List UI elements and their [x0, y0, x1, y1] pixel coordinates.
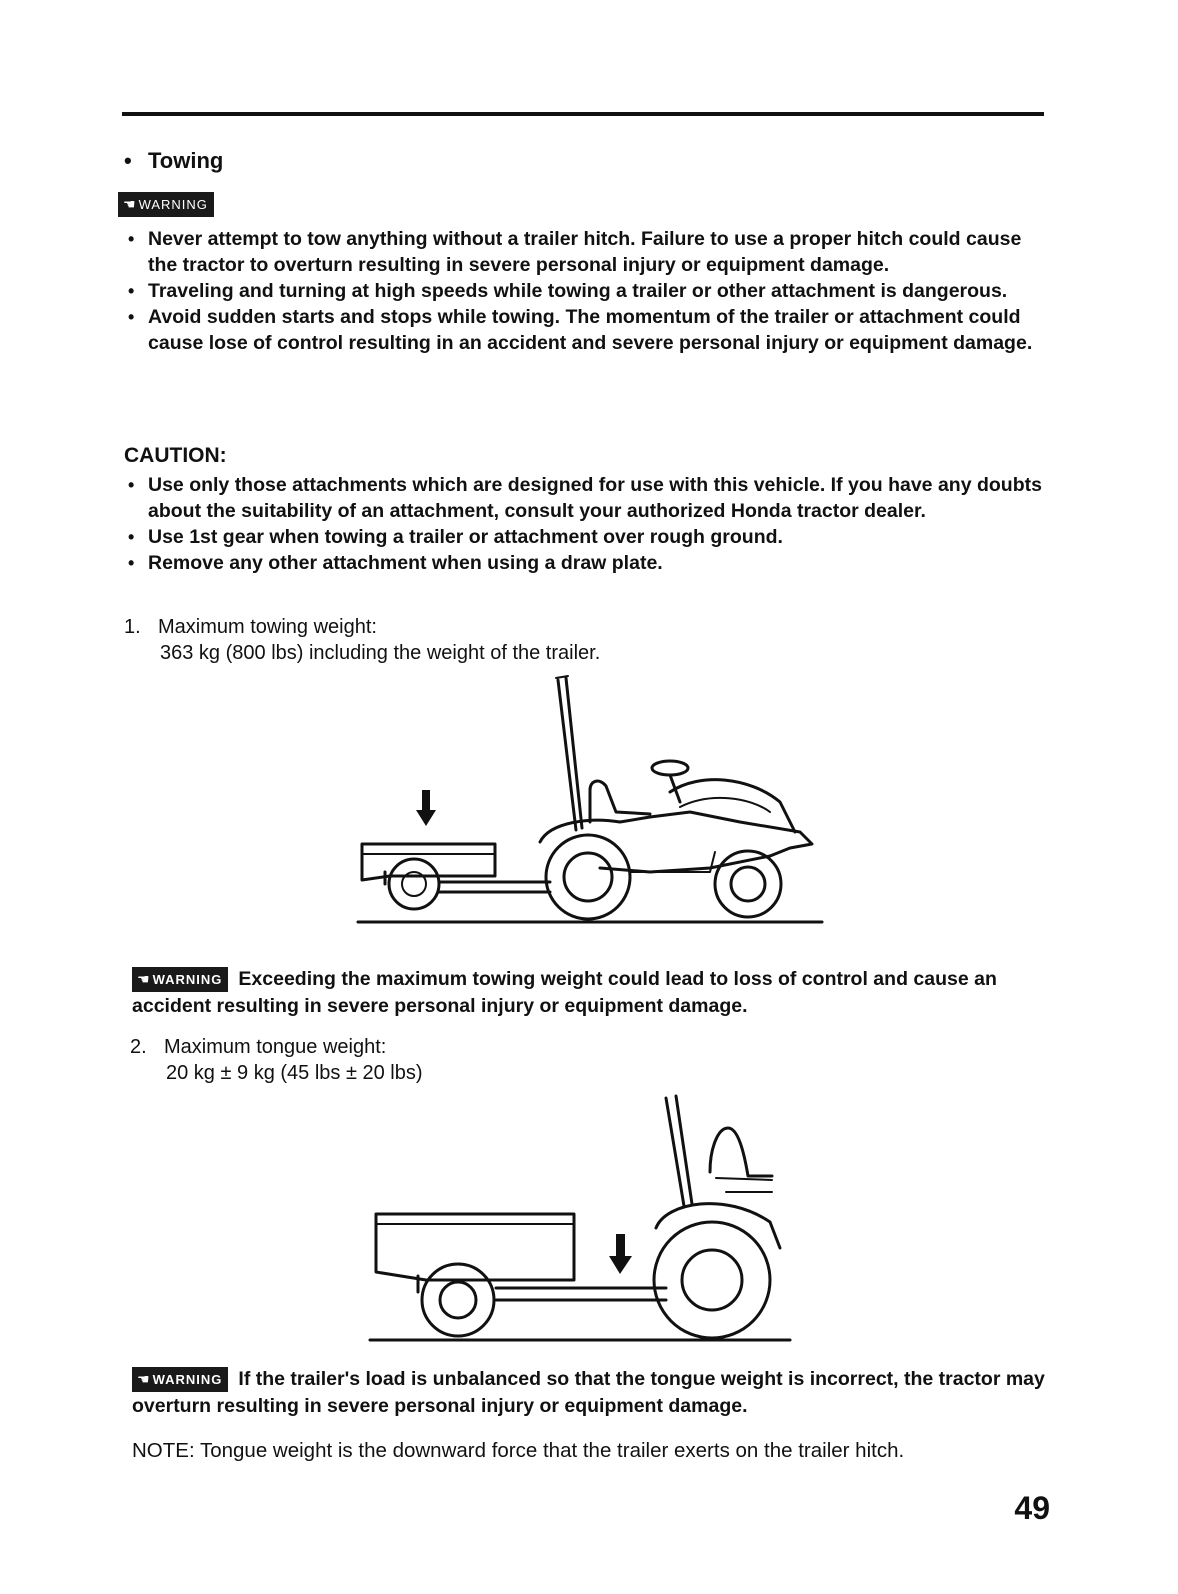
spec-max-towing-weight: [124, 614, 1044, 666]
warning-text: Exceeding the maximum towing weight could lead to loss of control and cause an accident resulting in severe personal injury or equipment damage.: [132, 968, 997, 1017]
tractor-towing-illustration: [350, 672, 840, 934]
section-title: Towing: [148, 148, 224, 173]
spec-number: 1.: [124, 616, 141, 638]
heading-bullet: •: [124, 148, 132, 173]
warning-towing-weight: [132, 966, 1046, 1020]
warning-list: [124, 226, 1044, 356]
warning-tongue-weight: [132, 1366, 1046, 1420]
caution-item: • Use only those attachments which are designed for use with this vehicle. If you have any doubts about the suitability of an attachment, consult your authorized Honda tractor dealer.: [124, 472, 1044, 524]
spec-title: Maximum tongue weight:: [164, 1036, 387, 1058]
warning-badge-label: WARNING: [138, 197, 208, 212]
warning-item: • Never attempt to tow anything without a trailer hitch. Failure to use a proper hitch could cause the tractor to overturn resulting in severe personal injury or equipment damage.: [124, 226, 1044, 278]
warning-item: • Avoid sudden starts and stops while towing. The momentum of the trailer or attachment could cause lose of control resulting in an accident and severe personal injury or equipment damage.: [124, 304, 1044, 356]
spec-title: Maximum towing weight:: [158, 616, 377, 638]
warning-item: • Traveling and turning at high speeds while towing a trailer or other attachment is dangerous.: [124, 278, 1044, 304]
warning-badge-label: WARNING: [152, 972, 223, 988]
caution-list: [124, 472, 1044, 576]
note-text: NOTE: Tongue weight is the downward force that the trailer exerts on the trailer hitch.: [132, 1439, 905, 1462]
tongue-weight-illustration: [366, 1092, 796, 1348]
warning-hand-icon: ☚: [123, 196, 137, 212]
warning-badge-label: WARNING: [152, 1372, 223, 1388]
warning-hand-icon: ☚: [137, 1371, 151, 1388]
warning-badge-1: [118, 192, 214, 217]
warning-hand-icon: ☚: [137, 971, 151, 988]
spec-number: 2.: [130, 1036, 147, 1058]
caution-label: CAUTION:: [124, 444, 227, 467]
spec-value: 363 kg (800 lbs) including the weight of the trailer.: [160, 642, 601, 664]
caution-item: • Remove any other attachment when using a draw plate.: [124, 550, 1044, 576]
caution-item: • Use 1st gear when towing a trailer or attachment over rough ground.: [124, 524, 1044, 550]
spec-value: 20 kg ± 9 kg (45 lbs ± 20 lbs): [166, 1062, 423, 1084]
top-rule: [122, 112, 1044, 116]
section-heading: [124, 148, 223, 174]
spec-max-tongue-weight: [130, 1034, 1050, 1086]
warning-text: If the trailer's load is unbalanced so that the tongue weight is incorrect, the tractor may overturn resulting in severe personal injury or equipment damage.: [132, 1368, 1045, 1417]
page-number: 49: [1014, 1490, 1050, 1526]
